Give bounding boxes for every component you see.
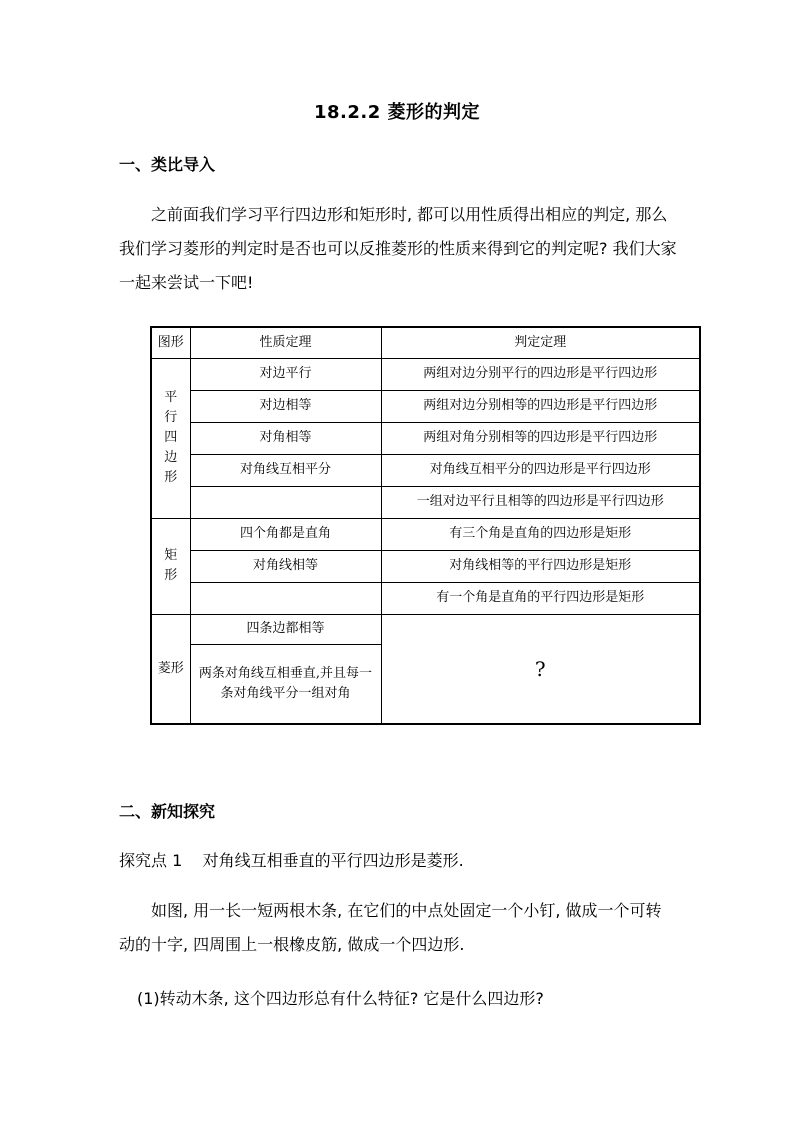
- property-cell: [190, 486, 381, 518]
- property-cell: 两条对角线互相垂直,并且每一条对角线平分一组对角: [190, 644, 381, 724]
- table-row: [151, 390, 700, 422]
- explore-point-1: 探究点 1 对角线互相垂直的平行四边形是菱形.: [119, 851, 464, 870]
- criterion-cell: 有一个角是直角的平行四边形是矩形: [381, 582, 700, 614]
- group-label-parallelogram: 平 行 四 边 形: [151, 358, 190, 518]
- property-cell: 对边平行: [190, 358, 381, 390]
- criterion-cell: 一组对边平行且相等的四边形是平行四边形: [381, 486, 700, 518]
- criterion-cell: 对角线相等的平行四边形是矩形: [381, 550, 700, 582]
- table-row: [151, 518, 700, 550]
- header-property: 性质定理: [190, 327, 381, 358]
- table-row: [151, 486, 700, 518]
- header-shape: 图形: [151, 327, 190, 358]
- criterion-cell: 两组对边分别相等的四边形是平行四边形: [381, 390, 700, 422]
- header-criterion: 判定定理: [381, 327, 700, 358]
- section-heading-analogy: 一、类比导入: [119, 155, 216, 174]
- property-cell: 对角相等: [190, 422, 381, 454]
- question-1: (1)转动木条, 这个四边形总有什么特征? 它是什么四边形?: [137, 989, 544, 1008]
- intro-paragraph: 之前面我们学习平行四边形和矩形时, 都可以用性质得出相应的判定, 那么我们学习菱形的判定时是否也可以反推菱形的性质来得到它的判定呢? 我们大家一起来尝试一下吧!: [119, 205, 677, 292]
- section-heading-explore: 二、新知探究: [119, 802, 216, 821]
- property-cell: 四条边都相等: [190, 614, 381, 644]
- table-row: [151, 582, 700, 614]
- property-cell: 对角线相等: [190, 550, 381, 582]
- criterion-question-mark: ?: [381, 614, 700, 724]
- property-cell: [190, 582, 381, 614]
- property-cell: 四个角都是直角: [190, 518, 381, 550]
- comparison-table: [150, 326, 701, 725]
- table-row: [151, 422, 700, 454]
- property-cell: 对边相等: [190, 390, 381, 422]
- table-row: [151, 550, 700, 582]
- criterion-cell: 两组对边分别平行的四边形是平行四边形: [381, 358, 700, 390]
- table-row: [151, 614, 700, 644]
- criterion-cell: 两组对角分别相等的四边形是平行四边形: [381, 422, 700, 454]
- page-title: 18.2.2 菱形的判定: [313, 102, 481, 123]
- table-row: [151, 358, 700, 390]
- explore-paragraph: 如图, 用一长一短两根木条, 在它们的中点处固定一个小钉, 做成一个可转动的十字, 四周围上一根橡皮筋, 做成一个四边形.: [119, 901, 662, 954]
- criterion-cell: 有三个角是直角的四边形是矩形: [381, 518, 700, 550]
- table-row: [151, 454, 700, 486]
- table-header-row: [151, 327, 700, 358]
- group-label-rhombus: 菱形: [151, 614, 190, 724]
- criterion-cell: 对角线互相平分的四边形是平行四边形: [381, 454, 700, 486]
- group-label-rectangle: 矩 形: [151, 518, 190, 614]
- property-cell: 对角线互相平分: [190, 454, 381, 486]
